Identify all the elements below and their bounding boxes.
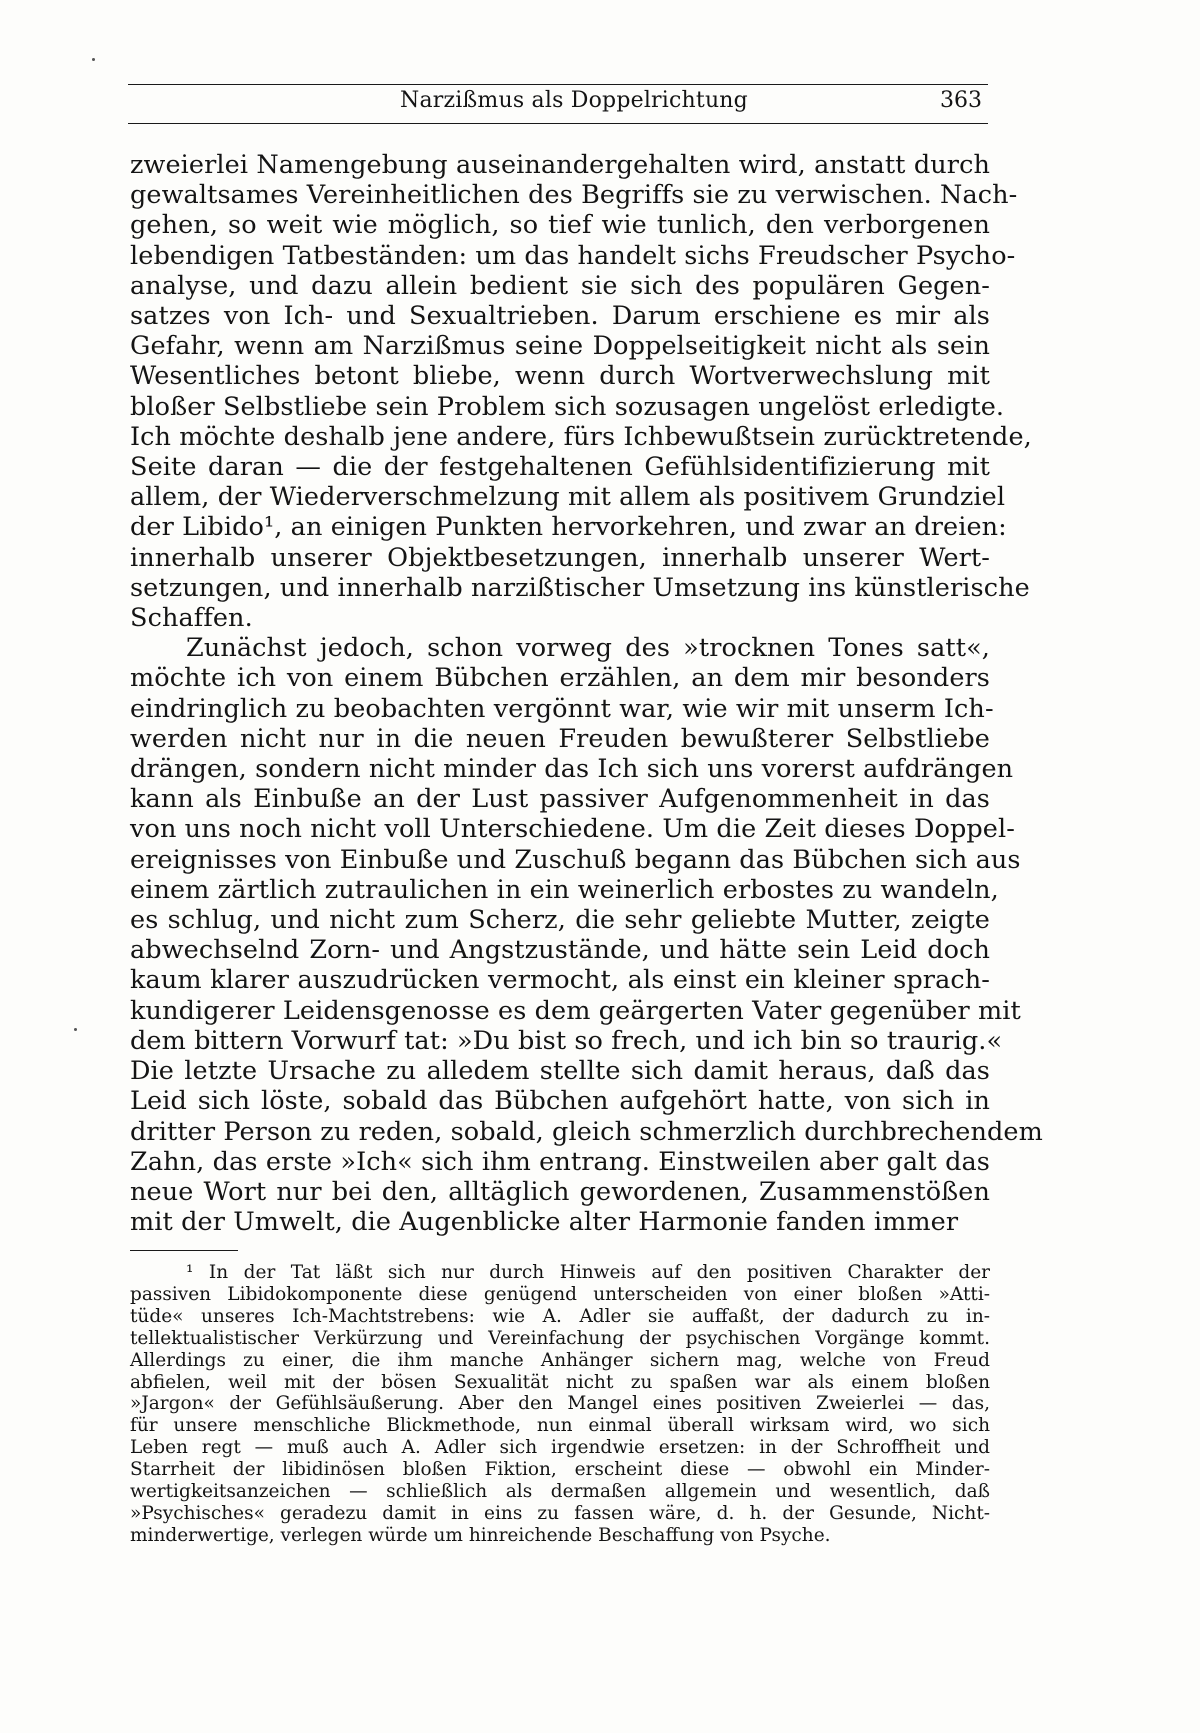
scan-speck [92, 58, 95, 61]
footnote-line: Allerdings zu einer, die ihm manche Anhänger sichern mag, welche von Freud [130, 1349, 990, 1371]
text-line: dem bittern Vorwurf tat: »Du bist so frech, und ich bin so traurig.« [130, 1025, 1003, 1056]
text-line: eindringlich zu beobachten vergönnt war, wie wir mit unserm Ich- [130, 693, 994, 724]
text-line: werden nicht nur in die neuen Freuden bewußterer Selbstliebe [130, 723, 990, 754]
text-line: bloßer Selbstliebe sein Problem sich sozusagen ungelöst erledigte. [130, 391, 1005, 422]
footnote-line: abfielen, weil mit der bösen Sexualität nicht zu spaßen war als einem bloßen [130, 1371, 990, 1393]
text-line: neue Wort nur bei den, alltäglich gewordenen, Zusammenstößen [130, 1176, 990, 1207]
text-line: dritter Person zu reden, sobald, gleich schmerzlich durchbrechendem [130, 1116, 1043, 1147]
text-line: Seite daran — die der festgehaltenen Gefühlsidentifizierung mit [130, 452, 990, 483]
header-bottom-rule [128, 123, 988, 124]
scan-speck [74, 1028, 77, 1031]
text-line: setzungen, und innerhalb narzißtischer Umsetzung ins künstlerische [130, 572, 1030, 603]
text-line: Die letzte Ursache zu alledem stellte sich damit heraus, daß das [130, 1056, 990, 1087]
text-line: Wesentliches betont bliebe, wenn durch Wortverwechslung mit [130, 361, 990, 392]
footnote-line: für unsere menschliche Blickmethode, nun einmal überall wirksam wird, wo sich [130, 1415, 990, 1437]
footnote-line: passiven Libidokomponente diese genügend unterscheiden von einer bloßen »Atti- [130, 1283, 990, 1305]
text-line: drängen, sondern nicht minder das Ich sich uns vorerst aufdrängen [130, 754, 1014, 785]
text-line: von uns noch nicht voll Unterschiedene. Um die Zeit dieses Doppel- [130, 814, 1015, 845]
footnote-line: ¹ In der Tat läßt sich nur durch Hinweis auf den positiven Charakter der [186, 1262, 990, 1283]
running-title: Narzißmus als Doppelrichtung [400, 88, 748, 113]
footnote-line: »Jargon« der Gefühlsäußerung. Aber den Mangel eines positiven Zweierlei — das, [130, 1393, 990, 1415]
text-line: mit der Umwelt, die Augenblicke alter Harmonie fanden immer [130, 1207, 959, 1238]
text-line: gehen, so weit wie möglich, so tief wie tunlich, den verborgenen [130, 210, 990, 241]
text-line: ereignisses von Einbuße und Zuschuß begann das Bübchen sich aus [130, 844, 1021, 875]
header-top-rule [128, 84, 988, 85]
text-line: Ich möchte deshalb jene andere, fürs Ichbewußtsein zurücktretende, [130, 421, 1032, 452]
text-line: satzes von Ich- und Sexualtrieben. Darum erschiene es mir als [130, 301, 990, 332]
text-line: einem zärtlich zutraulichen in ein weinerlich erbostes zu wandeln, [130, 874, 999, 905]
footnote [130, 1262, 990, 1547]
footnote-line: minderwertige, verlegen würde um hinreichende Beschaffung von Psyche. [130, 1524, 831, 1546]
text-line: kaum klarer auszudrücken vermocht, als einst ein kleiner sprach- [130, 965, 990, 996]
footnote-line: wertigkeitsanzeichen — schließlich als dermaßen allgemein und wesentlich, daß [130, 1481, 990, 1503]
footnote-line: tüde« unseres Ich-Machtstrebens: wie A. Adler sie auffaßt, der dadurch zu in- [130, 1305, 990, 1327]
text-line: Schaffen. [130, 603, 253, 634]
text-line: zweierlei Namengebung auseinandergehalten wird, anstatt durch [130, 150, 990, 180]
footnote-line: Starrheit der libidinösen bloßen Fiktion, erscheint diese — obwohl ein Minder- [130, 1459, 990, 1481]
text-line: gewaltsames Vereinheitlichen des Begriffs sie zu verwischen. Nach- [130, 180, 1018, 211]
text-line: es schlug, und nicht zum Scherz, die sehr geliebte Mutter, zeigte [130, 905, 990, 936]
paragraph-1 [130, 150, 1032, 634]
text-line: möchte ich von einem Bübchen erzählen, an dem mir besonders [130, 663, 990, 694]
text-line: der Libido¹, an einigen Punkten hervorkehren, und zwar an dreien: [130, 512, 1007, 543]
text-line: innerhalb unserer Objektbesetzungen, innerhalb unserer Wert- [130, 542, 990, 573]
text-line: kann als Einbuße an der Lust passiver Aufgenommenheit in das [130, 784, 990, 815]
paragraph-2 [130, 633, 1043, 1238]
footnote-line: tellektualistischer Verkürzung und Vereinfachung der psychischen Vorgänge kommt. [130, 1327, 990, 1349]
page-number: 363 [940, 88, 982, 113]
text-line: kundigerer Leidensgenosse es dem geärgerten Vater gegenüber mit [130, 995, 1021, 1026]
text-line: analyse, und dazu allein bedient sie sich des populären Gegen- [130, 270, 990, 301]
text-line: Leid sich löste, sobald das Bübchen aufgehört hatte, von sich in [130, 1086, 990, 1117]
text-line: Gefahr, wenn am Narzißmus seine Doppelseitigkeit nicht als sein [130, 331, 990, 362]
text-line: Zunächst jedoch, schon vorweg des »trocknen Tones satt«, [186, 633, 990, 664]
text-line: allem, der Wiederverschmelzung mit allem als positivem Grundziel [130, 482, 1006, 513]
footnote-rule [130, 1250, 238, 1251]
footnote-line: Leben regt — muß auch A. Adler sich irgendwie ersetzen: in der Schroffheit und [130, 1437, 990, 1459]
text-line: lebendigen Tatbeständen: um das handelt sichs Freudscher Psycho- [130, 240, 1016, 271]
text-line: Zahn, das erste »Ich« sich ihm entrang. Einstweilen aber galt das [130, 1146, 990, 1177]
main-text [130, 150, 1043, 1238]
text-line: abwechselnd Zorn- und Angstzustände, und hätte sein Leid doch [130, 935, 990, 966]
footnote-line: »Psychisches« geradezu damit in eins zu fassen wäre, d. h. der Gesunde, Nicht- [130, 1502, 990, 1524]
